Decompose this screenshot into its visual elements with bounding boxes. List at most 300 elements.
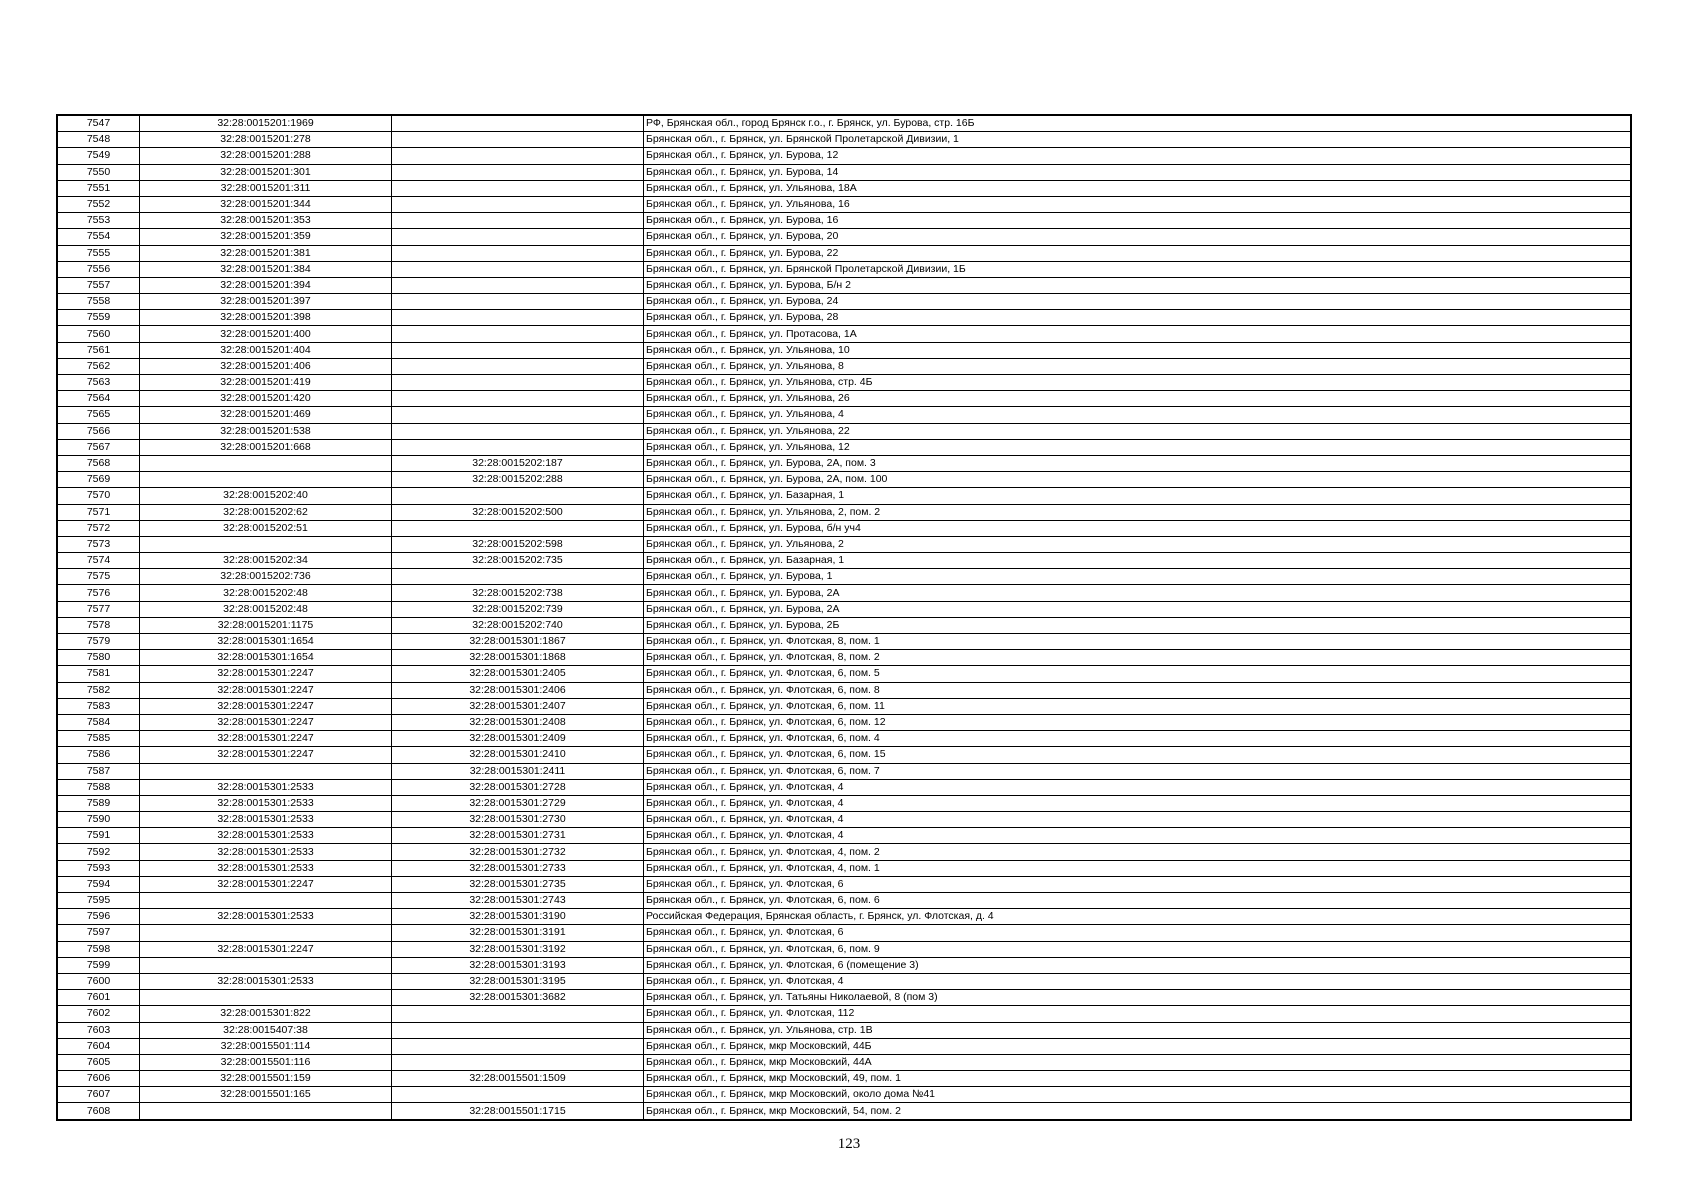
land-cadastral-number-cell: 32:28:0015201:1969: [140, 116, 392, 132]
address-cell: Брянская обл., г. Брянск, ул. Флотская, 6, пом. 6: [644, 893, 1631, 909]
object-cadastral-number-cell: 32:28:0015301:2409: [392, 731, 644, 747]
land-cadastral-number-cell: 32:28:0015501:159: [140, 1071, 392, 1087]
table-row: [58, 407, 1631, 423]
address-cell: Брянская обл., г. Брянск, ул. Базарная, 1: [644, 488, 1631, 504]
row-number-cell: 7548: [58, 132, 140, 148]
land-cadastral-number-cell: 32:28:0015201:344: [140, 196, 392, 212]
address-cell: Брянская обл., г. Брянск, ул. Флотская, 4: [644, 973, 1631, 989]
row-number-cell: 7553: [58, 213, 140, 229]
object-cadastral-number-cell: [392, 423, 644, 439]
address-cell: Брянская обл., г. Брянск, ул. Протасова, 1А: [644, 326, 1631, 342]
row-number-cell: 7598: [58, 941, 140, 957]
table-row: [58, 1087, 1631, 1103]
table-row: [58, 617, 1631, 633]
object-cadastral-number-cell: [392, 229, 644, 245]
object-cadastral-number-cell: [392, 180, 644, 196]
table-row: [58, 310, 1631, 326]
table-row: [58, 1054, 1631, 1070]
table-row: [58, 747, 1631, 763]
object-cadastral-number-cell: [392, 326, 644, 342]
address-cell: Брянская обл., г. Брянск, ул. Флотская, 6, пом. 11: [644, 698, 1631, 714]
land-cadastral-number-cell: 32:28:0015301:2247: [140, 666, 392, 682]
table-row: [58, 795, 1631, 811]
land-cadastral-number-cell: [140, 957, 392, 973]
row-number-cell: 7595: [58, 893, 140, 909]
object-cadastral-number-cell: 32:28:0015501:1509: [392, 1071, 644, 1087]
address-cell: Брянская обл., г. Брянск, ул. Флотская, 4: [644, 779, 1631, 795]
object-cadastral-number-cell: 32:28:0015301:2406: [392, 682, 644, 698]
land-cadastral-number-cell: 32:28:0015202:51: [140, 520, 392, 536]
object-cadastral-number-cell: [392, 132, 644, 148]
land-cadastral-number-cell: 32:28:0015301:2247: [140, 714, 392, 730]
address-cell: Брянская обл., г. Брянск, ул. Флотская, 4: [644, 812, 1631, 828]
address-cell: Брянская обл., г. Брянск, ул. Флотская, 8, пом. 1: [644, 634, 1631, 650]
address-cell: Брянская обл., г. Брянск, ул. Бурова, 14: [644, 164, 1631, 180]
land-cadastral-number-cell: [140, 893, 392, 909]
table-row: [58, 375, 1631, 391]
land-cadastral-number-cell: 32:28:0015201:398: [140, 310, 392, 326]
object-cadastral-number-cell: 32:28:0015301:1868: [392, 650, 644, 666]
table-row: [58, 925, 1631, 941]
row-number-cell: 7560: [58, 326, 140, 342]
row-number-cell: 7597: [58, 925, 140, 941]
row-number-cell: 7547: [58, 116, 140, 132]
row-number-cell: 7581: [58, 666, 140, 682]
address-cell: Брянская обл., г. Брянск, мкр Московский, 54, пом. 2: [644, 1103, 1631, 1119]
land-cadastral-number-cell: 32:28:0015301:2533: [140, 828, 392, 844]
table-row: [58, 698, 1631, 714]
address-cell: Брянская обл., г. Брянск, мкр Московский, 49, пом. 1: [644, 1071, 1631, 1087]
table-row: [58, 812, 1631, 828]
table-row: [58, 164, 1631, 180]
address-cell: Брянская обл., г. Брянск, ул. Ульянова, 12: [644, 439, 1631, 455]
table-row: [58, 423, 1631, 439]
row-number-cell: 7577: [58, 601, 140, 617]
land-cadastral-number-cell: [140, 763, 392, 779]
row-number-cell: 7549: [58, 148, 140, 164]
address-cell: Брянская обл., г. Брянск, ул. Ульянова, 2, пом. 2: [644, 504, 1631, 520]
address-cell: Брянская обл., г. Брянск, ул. Бурова, б/н уч4: [644, 520, 1631, 536]
address-cell: Брянская обл., г. Брянск, ул. Флотская, 6: [644, 925, 1631, 941]
row-number-cell: 7592: [58, 844, 140, 860]
object-cadastral-number-cell: [392, 213, 644, 229]
land-cadastral-number-cell: 32:28:0015202:40: [140, 488, 392, 504]
row-number-cell: 7567: [58, 439, 140, 455]
object-cadastral-number-cell: [392, 310, 644, 326]
table-row: [58, 973, 1631, 989]
address-cell: Брянская обл., г. Брянск, ул. Бурова, 28: [644, 310, 1631, 326]
land-cadastral-number-cell: 32:28:0015501:165: [140, 1087, 392, 1103]
address-cell: Брянская обл., г. Брянск, ул. Бурова, 20: [644, 229, 1631, 245]
table-row: [58, 1103, 1631, 1119]
object-cadastral-number-cell: 32:28:0015501:1715: [392, 1103, 644, 1119]
address-cell: Брянская обл., г. Брянск, ул. Ульянова, стр. 4Б: [644, 375, 1631, 391]
address-cell: Брянская обл., г. Брянск, ул. Флотская, 112: [644, 1006, 1631, 1022]
row-number-cell: 7602: [58, 1006, 140, 1022]
table-row: [58, 666, 1631, 682]
object-cadastral-number-cell: [392, 375, 644, 391]
object-cadastral-number-cell: 32:28:0015301:1867: [392, 634, 644, 650]
object-cadastral-number-cell: [392, 407, 644, 423]
address-cell: Российская Федерация, Брянская область, г. Брянск, ул. Флотская, д. 4: [644, 909, 1631, 925]
address-cell: Брянская обл., г. Брянск, ул. Бурова, 2Б: [644, 617, 1631, 633]
object-cadastral-number-cell: 32:28:0015301:3195: [392, 973, 644, 989]
address-cell: Брянская обл., г. Брянск, ул. Флотская, 4: [644, 828, 1631, 844]
address-cell: Брянская обл., г. Брянск, ул. Флотская, 6, пом. 8: [644, 682, 1631, 698]
table-row: [58, 196, 1631, 212]
land-cadastral-number-cell: 32:28:0015202:62: [140, 504, 392, 520]
row-number-cell: 7568: [58, 455, 140, 471]
row-number-cell: 7578: [58, 617, 140, 633]
address-cell: Брянская обл., г. Брянск, ул. Бурова, 1: [644, 569, 1631, 585]
address-cell: Брянская обл., г. Брянск, ул. Флотская, 6, пом. 9: [644, 941, 1631, 957]
object-cadastral-number-cell: 32:28:0015301:2733: [392, 860, 644, 876]
object-cadastral-number-cell: 32:28:0015301:2730: [392, 812, 644, 828]
table-row: [58, 1022, 1631, 1038]
table-row: [58, 245, 1631, 261]
row-number-cell: 7570: [58, 488, 140, 504]
table-row: [58, 860, 1631, 876]
address-cell: Брянская обл., г. Брянск, ул. Флотская, 6, пом. 7: [644, 763, 1631, 779]
address-cell: Брянская обл., г. Брянск, ул. Ульянова, 10: [644, 342, 1631, 358]
row-number-cell: 7587: [58, 763, 140, 779]
land-cadastral-number-cell: 32:28:0015201:278: [140, 132, 392, 148]
land-cadastral-number-cell: 32:28:0015501:116: [140, 1054, 392, 1070]
address-cell: Брянская обл., г. Брянск, ул. Брянской Пролетарской Дивизии, 1: [644, 132, 1631, 148]
row-number-cell: 7596: [58, 909, 140, 925]
land-cadastral-number-cell: [140, 990, 392, 1006]
land-cadastral-number-cell: 32:28:0015202:48: [140, 601, 392, 617]
row-number-cell: 7564: [58, 391, 140, 407]
row-number-cell: 7586: [58, 747, 140, 763]
land-cadastral-number-cell: 32:28:0015301:2247: [140, 698, 392, 714]
address-cell: Брянская обл., г. Брянск, ул. Бурова, 22: [644, 245, 1631, 261]
object-cadastral-number-cell: 32:28:0015301:2407: [392, 698, 644, 714]
land-cadastral-number-cell: 32:28:0015201:394: [140, 277, 392, 293]
object-cadastral-number-cell: 32:28:0015301:2408: [392, 714, 644, 730]
land-cadastral-number-cell: 32:28:0015301:2247: [140, 941, 392, 957]
land-cadastral-number-cell: 32:28:0015201:668: [140, 439, 392, 455]
table-row: [58, 601, 1631, 617]
object-cadastral-number-cell: [392, 261, 644, 277]
address-cell: Брянская обл., г. Брянск, ул. Флотская, 6: [644, 876, 1631, 892]
table-row: [58, 342, 1631, 358]
object-cadastral-number-cell: 32:28:0015301:2411: [392, 763, 644, 779]
address-cell: Брянская обл., г. Брянск, ул. Ульянова, 22: [644, 423, 1631, 439]
table-row: [58, 682, 1631, 698]
land-cadastral-number-cell: 32:28:0015501:114: [140, 1038, 392, 1054]
object-cadastral-number-cell: 32:28:0015202:740: [392, 617, 644, 633]
land-cadastral-number-cell: 32:28:0015301:1654: [140, 634, 392, 650]
object-cadastral-number-cell: [392, 1087, 644, 1103]
object-cadastral-number-cell: [392, 520, 644, 536]
table-row: [58, 180, 1631, 196]
row-number-cell: 7584: [58, 714, 140, 730]
row-number-cell: 7551: [58, 180, 140, 196]
land-cadastral-number-cell: [140, 1103, 392, 1119]
row-number-cell: 7550: [58, 164, 140, 180]
land-cadastral-number-cell: 32:28:0015201:359: [140, 229, 392, 245]
table-row: [58, 358, 1631, 374]
land-cadastral-number-cell: 32:28:0015407:38: [140, 1022, 392, 1038]
row-number-cell: 7590: [58, 812, 140, 828]
address-cell: Брянская обл., г. Брянск, ул. Флотская, 4, пом. 2: [644, 844, 1631, 860]
address-cell: Брянская обл., г. Брянск, ул. Бурова, 2А: [644, 601, 1631, 617]
row-number-cell: 7563: [58, 375, 140, 391]
row-number-cell: 7585: [58, 731, 140, 747]
table-row: [58, 1038, 1631, 1054]
address-cell: Брянская обл., г. Брянск, мкр Московский, 44Б: [644, 1038, 1631, 1054]
address-cell: Брянская обл., г. Брянск, ул. Ульянова, 26: [644, 391, 1631, 407]
row-number-cell: 7607: [58, 1087, 140, 1103]
table-row: [58, 504, 1631, 520]
address-cell: Брянская обл., г. Брянск, ул. Бурова, 2А, пом. 3: [644, 455, 1631, 471]
row-number-cell: 7593: [58, 860, 140, 876]
row-number-cell: 7600: [58, 973, 140, 989]
row-number-cell: 7588: [58, 779, 140, 795]
table-row: [58, 957, 1631, 973]
object-cadastral-number-cell: 32:28:0015301:3191: [392, 925, 644, 941]
row-number-cell: 7608: [58, 1103, 140, 1119]
row-number-cell: 7559: [58, 310, 140, 326]
row-number-cell: 7601: [58, 990, 140, 1006]
land-cadastral-number-cell: 32:28:0015201:381: [140, 245, 392, 261]
table-row: [58, 1006, 1631, 1022]
land-cadastral-number-cell: [140, 455, 392, 471]
object-cadastral-number-cell: [392, 358, 644, 374]
land-cadastral-number-cell: 32:28:0015201:301: [140, 164, 392, 180]
address-cell: Брянская обл., г. Брянск, ул. Ульянова, 8: [644, 358, 1631, 374]
object-cadastral-number-cell: [392, 277, 644, 293]
object-cadastral-number-cell: [392, 148, 644, 164]
address-cell: Брянская обл., г. Брянск, ул. Ульянова, 18А: [644, 180, 1631, 196]
row-number-cell: 7556: [58, 261, 140, 277]
row-number-cell: 7554: [58, 229, 140, 245]
land-cadastral-number-cell: 32:28:0015301:2247: [140, 682, 392, 698]
row-number-cell: 7575: [58, 569, 140, 585]
address-cell: Брянская обл., г. Брянск, ул. Татьяны Николаевой, 8 (пом 3): [644, 990, 1631, 1006]
row-number-cell: 7557: [58, 277, 140, 293]
land-cadastral-number-cell: 32:28:0015301:822: [140, 1006, 392, 1022]
row-number-cell: 7573: [58, 536, 140, 552]
land-cadastral-number-cell: 32:28:0015301:2533: [140, 795, 392, 811]
register-table-body: [58, 116, 1631, 1120]
land-cadastral-number-cell: 32:28:0015301:2533: [140, 860, 392, 876]
object-cadastral-number-cell: 32:28:0015301:3190: [392, 909, 644, 925]
register-table: [57, 115, 1631, 1120]
row-number-cell: 7565: [58, 407, 140, 423]
table-row: [58, 941, 1631, 957]
land-cadastral-number-cell: 32:28:0015301:2247: [140, 876, 392, 892]
table-row: [58, 876, 1631, 892]
row-number-cell: 7591: [58, 828, 140, 844]
table-row: [58, 909, 1631, 925]
row-number-cell: 7555: [58, 245, 140, 261]
page-number: 123: [837, 1136, 861, 1152]
row-number-cell: 7572: [58, 520, 140, 536]
row-number-cell: 7580: [58, 650, 140, 666]
object-cadastral-number-cell: 32:28:0015301:2728: [392, 779, 644, 795]
table-row: [58, 553, 1631, 569]
land-cadastral-number-cell: 32:28:0015202:736: [140, 569, 392, 585]
land-cadastral-number-cell: 32:28:0015201:1175: [140, 617, 392, 633]
row-number-cell: 7605: [58, 1054, 140, 1070]
address-cell: Брянская обл., г. Брянск, ул. Бурова, Б/н 2: [644, 277, 1631, 293]
object-cadastral-number-cell: 32:28:0015202:738: [392, 585, 644, 601]
object-cadastral-number-cell: [392, 196, 644, 212]
land-cadastral-number-cell: 32:28:0015202:34: [140, 553, 392, 569]
land-cadastral-number-cell: 32:28:0015201:384: [140, 261, 392, 277]
land-cadastral-number-cell: 32:28:0015301:2247: [140, 731, 392, 747]
table-row: [58, 148, 1631, 164]
land-cadastral-number-cell: 32:28:0015301:2533: [140, 812, 392, 828]
address-cell: Брянская обл., г. Брянск, ул. Ульянова, 16: [644, 196, 1631, 212]
land-cadastral-number-cell: 32:28:0015301:2533: [140, 909, 392, 925]
table-row: [58, 634, 1631, 650]
object-cadastral-number-cell: 32:28:0015301:2743: [392, 893, 644, 909]
land-cadastral-number-cell: 32:28:0015201:538: [140, 423, 392, 439]
row-number-cell: 7562: [58, 358, 140, 374]
address-cell: Брянская обл., г. Брянск, ул. Ульянова, 2: [644, 536, 1631, 552]
address-cell: Брянская обл., г. Брянск, ул. Бурова, 2А, пом. 100: [644, 472, 1631, 488]
object-cadastral-number-cell: [392, 1006, 644, 1022]
row-number-cell: 7606: [58, 1071, 140, 1087]
row-number-cell: 7603: [58, 1022, 140, 1038]
address-cell: Брянская обл., г. Брянск, ул. Флотская, 6, пом. 15: [644, 747, 1631, 763]
object-cadastral-number-cell: 32:28:0015301:2732: [392, 844, 644, 860]
table-row: [58, 828, 1631, 844]
object-cadastral-number-cell: [392, 1054, 644, 1070]
table-row: [58, 569, 1631, 585]
object-cadastral-number-cell: [392, 569, 644, 585]
land-cadastral-number-cell: 32:28:0015201:397: [140, 294, 392, 310]
table-row: [58, 261, 1631, 277]
table-row: [58, 844, 1631, 860]
address-cell: Брянская обл., г. Брянск, ул. Флотская, 4: [644, 795, 1631, 811]
land-cadastral-number-cell: 32:28:0015301:1654: [140, 650, 392, 666]
row-number-cell: 7594: [58, 876, 140, 892]
land-cadastral-number-cell: 32:28:0015201:311: [140, 180, 392, 196]
land-cadastral-number-cell: 32:28:0015201:353: [140, 213, 392, 229]
object-cadastral-number-cell: 32:28:0015202:187: [392, 455, 644, 471]
row-number-cell: 7576: [58, 585, 140, 601]
land-cadastral-number-cell: 32:28:0015201:469: [140, 407, 392, 423]
object-cadastral-number-cell: 32:28:0015202:500: [392, 504, 644, 520]
land-cadastral-number-cell: [140, 472, 392, 488]
table-row: [58, 779, 1631, 795]
land-cadastral-number-cell: 32:28:0015201:406: [140, 358, 392, 374]
address-cell: Брянская обл., г. Брянск, мкр Московский, 44А: [644, 1054, 1631, 1070]
row-number-cell: 7558: [58, 294, 140, 310]
table-row: [58, 714, 1631, 730]
row-number-cell: 7574: [58, 553, 140, 569]
land-cadastral-number-cell: 32:28:0015201:419: [140, 375, 392, 391]
object-cadastral-number-cell: 32:28:0015301:2731: [392, 828, 644, 844]
object-cadastral-number-cell: [392, 1022, 644, 1038]
object-cadastral-number-cell: [392, 391, 644, 407]
table-row: [58, 650, 1631, 666]
object-cadastral-number-cell: 32:28:0015301:3192: [392, 941, 644, 957]
address-cell: Брянская обл., г. Брянск, ул. Бурова, 24: [644, 294, 1631, 310]
table-row: [58, 990, 1631, 1006]
land-cadastral-number-cell: 32:28:0015301:2247: [140, 747, 392, 763]
table-row: [58, 455, 1631, 471]
address-cell: Брянская обл., г. Брянск, ул. Флотская, 6 (помещение 3): [644, 957, 1631, 973]
address-cell: Брянская обл., г. Брянск, ул. Базарная, 1: [644, 553, 1631, 569]
row-number-cell: 7579: [58, 634, 140, 650]
row-number-cell: 7571: [58, 504, 140, 520]
table-row: [58, 116, 1631, 132]
table-row: [58, 277, 1631, 293]
address-cell: Брянская обл., г. Брянск, ул. Ульянова, стр. 1В: [644, 1022, 1631, 1038]
address-cell: Брянская обл., г. Брянск, ул. Флотская, 8, пом. 2: [644, 650, 1631, 666]
object-cadastral-number-cell: 32:28:0015301:2410: [392, 747, 644, 763]
table-row: [58, 132, 1631, 148]
land-cadastral-number-cell: [140, 536, 392, 552]
address-cell: Брянская обл., г. Брянск, ул. Бурова, 2А: [644, 585, 1631, 601]
object-cadastral-number-cell: [392, 245, 644, 261]
address-cell: Брянская обл., г. Брянск, ул. Ульянова, 4: [644, 407, 1631, 423]
row-number-cell: 7589: [58, 795, 140, 811]
land-cadastral-number-cell: [140, 925, 392, 941]
row-number-cell: 7569: [58, 472, 140, 488]
row-number-cell: 7566: [58, 423, 140, 439]
land-cadastral-number-cell: 32:28:0015201:420: [140, 391, 392, 407]
table-row: [58, 520, 1631, 536]
object-cadastral-number-cell: [392, 294, 644, 310]
row-number-cell: 7561: [58, 342, 140, 358]
object-cadastral-number-cell: 32:28:0015202:288: [392, 472, 644, 488]
table-row: [58, 488, 1631, 504]
object-cadastral-number-cell: 32:28:0015202:598: [392, 536, 644, 552]
table-row: [58, 391, 1631, 407]
object-cadastral-number-cell: 32:28:0015301:2729: [392, 795, 644, 811]
address-cell: Брянская обл., г. Брянск, ул. Флотская, 6, пом. 4: [644, 731, 1631, 747]
table-row: [58, 893, 1631, 909]
row-number-cell: 7604: [58, 1038, 140, 1054]
object-cadastral-number-cell: [392, 1038, 644, 1054]
address-cell: Брянская обл., г. Брянск, ул. Флотская, 4, пом. 1: [644, 860, 1631, 876]
object-cadastral-number-cell: [392, 342, 644, 358]
table-row: [58, 1071, 1631, 1087]
land-cadastral-number-cell: 32:28:0015202:48: [140, 585, 392, 601]
object-cadastral-number-cell: 32:28:0015301:3193: [392, 957, 644, 973]
table-row: [58, 731, 1631, 747]
object-cadastral-number-cell: 32:28:0015301:2405: [392, 666, 644, 682]
object-cadastral-number-cell: 32:28:0015301:3682: [392, 990, 644, 1006]
object-cadastral-number-cell: 32:28:0015202:735: [392, 553, 644, 569]
table-row: [58, 472, 1631, 488]
table-row: [58, 585, 1631, 601]
land-cadastral-number-cell: 32:28:0015301:2533: [140, 779, 392, 795]
address-cell: Брянская обл., г. Брянск, ул. Флотская, 6, пом. 5: [644, 666, 1631, 682]
object-cadastral-number-cell: 32:28:0015301:2735: [392, 876, 644, 892]
object-cadastral-number-cell: [392, 116, 644, 132]
object-cadastral-number-cell: [392, 439, 644, 455]
row-number-cell: 7552: [58, 196, 140, 212]
address-cell: Брянская обл., г. Брянск, ул. Флотская, 6, пом. 12: [644, 714, 1631, 730]
row-number-cell: 7583: [58, 698, 140, 714]
table-row: [58, 294, 1631, 310]
land-cadastral-number-cell: 32:28:0015201:400: [140, 326, 392, 342]
object-cadastral-number-cell: [392, 164, 644, 180]
row-number-cell: 7582: [58, 682, 140, 698]
table-row: [58, 326, 1631, 342]
table-row: [58, 763, 1631, 779]
object-cadastral-number-cell: [392, 488, 644, 504]
address-cell: Брянская обл., г. Брянск, ул. Бурова, 16: [644, 213, 1631, 229]
address-cell: РФ, Брянская обл., город Брянск г.о., г. Брянск, ул. Бурова, стр. 16Б: [644, 116, 1631, 132]
